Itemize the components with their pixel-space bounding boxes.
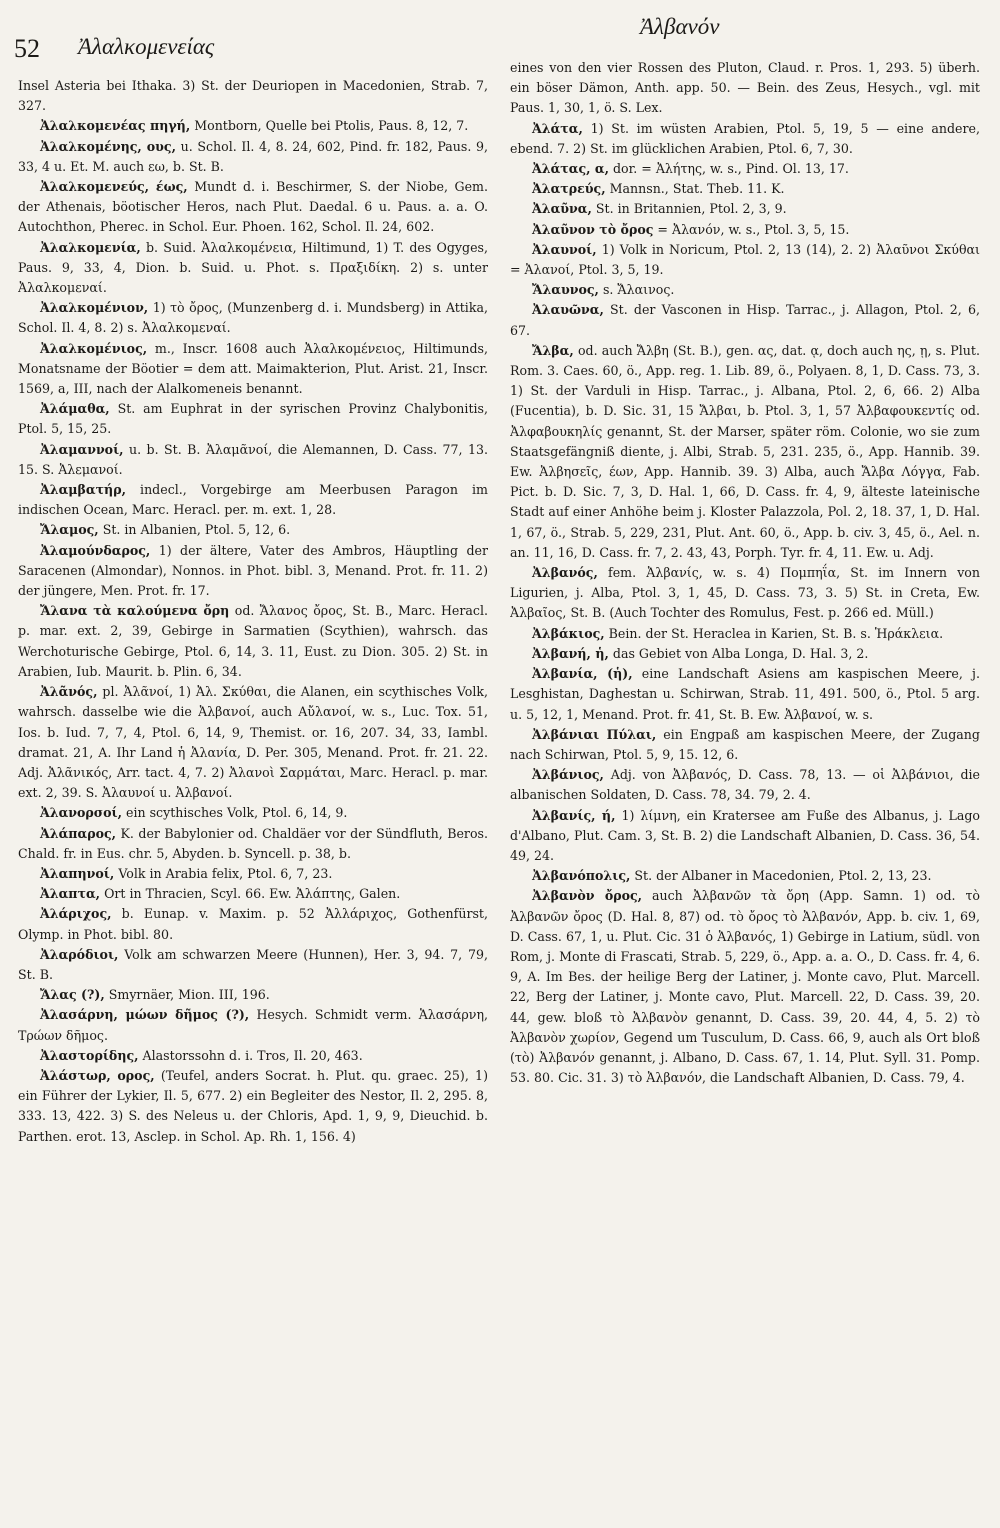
entry-text: dor. = Ἀλήτης, w. s., Pind. Ol. 13, 17.	[613, 161, 849, 177]
entry-headword: Ἄλας (?),	[40, 987, 105, 1003]
dictionary-entry	[18, 116, 488, 136]
entry-text: 1) τὸ ὄρος, (Munzenberg d. i. Mundsberg) in Attika, Schol. Il. 4, 8. 2) s. Ἀλαλκομεναί.	[18, 300, 488, 336]
entry-text: Ort in Thracien, Scyl. 66. Ew. Ἀλάπτης, Galen.	[104, 886, 401, 902]
entry-text: St. der Albaner in Macedonien, Ptol. 2, 13, 23.	[634, 868, 932, 884]
entry-headword: Ἀλάτα,	[532, 120, 583, 136]
page-number: 52	[14, 34, 40, 63]
dictionary-entry	[510, 725, 980, 765]
entry-text: pl. Ἀλᾶνοί, 1) Ἀλ. Σκύθαι, die Alanen, ein scythisches Volk, wahrsch. dasselbe wie die Ἀλβανοί, auch Αὔλανοί, w. s., Luc. Tox. 51, Ios. b. Iud. 7, 7, 4, Ptol. 6, 14, 9, Themist. or. 16, 207. 34, 33, Iambl. dramat. 21, A. Ihr Land ἡ Ἀλανία, D. Per. 305, Menand. Prot. fr. 21. 22. Adj. Ἀλᾶνικός, Arr. tact. 4, 7. 2) Ἀλανοὶ Σαρμάται, Marc. Heracl. p. mar. ext. 2, 39. S. Ἀλαυνοί u. Ἀλβανοί.	[18, 684, 488, 801]
entry-headword: Ἀλαῦνον τὸ ὄρος	[532, 221, 654, 237]
dictionary-entry	[18, 1005, 488, 1045]
dictionary-entry	[18, 177, 488, 238]
entry-text: St. am Euphrat in der syrischen Provinz Chalybonitis, Ptol. 5, 15, 25.	[18, 401, 488, 437]
entry-headword: Ἀλβανός,	[532, 565, 598, 581]
entry-text: od. Ἄλανος ὄρος, St. B., Marc. Heracl. p. mar. ext. 2, 39, Gebirge in Sarmatien (Scythien), wahrsch. das Werchoturische Gebirge, Ptol. 6, 14, 3. 11, Eust. zu Dion. 305. 2) St. in Arabien, Iub. Maurit. b. Plin. 6, 34.	[18, 603, 488, 679]
entry-text: Volk in Arabia felix, Ptol. 6, 7, 23.	[118, 865, 333, 881]
entry-text: das Gebiet von Alba Longa, D. Hal. 3, 2.	[612, 645, 869, 661]
dictionary-entry	[18, 76, 488, 116]
entry-text: Hesych. Schmidt verm. Ἁλασάρνη, Τρώων δῆμος.	[18, 1007, 488, 1043]
entry-headword: Ἀλαλκομενέας πηγή,	[40, 118, 191, 134]
dictionary-entry	[18, 339, 488, 400]
entry-text: Insel Asteria bei Ithaka. 3) St. der Deuriopen in Macedonien, Strab. 7, 327.	[18, 78, 488, 114]
entry-headword: Ἄλβα,	[532, 342, 574, 358]
dictionary-entry	[18, 480, 488, 520]
entry-headword: Ἀλαλκομένιον,	[40, 300, 149, 316]
entry-headword: Ἀλβανή, ἡ,	[532, 645, 609, 661]
dictionary-entry	[510, 886, 980, 1088]
entry-headword: Ἄλαυνος,	[532, 282, 599, 298]
entry-text: St. der Vasconen in Hisp. Tarrac., j. Allagon, Ptol. 2, 6, 67.	[510, 302, 980, 338]
dictionary-entry	[510, 199, 980, 219]
entry-text: indecl., Vorgebirge am Meerbusen Paragon im indischen Ocean, Marc. Heracl. per. m. ext. 1, 28.	[18, 482, 488, 518]
dictionary-entry	[510, 58, 980, 119]
entry-text: m., Inscr. 1608 auch Ἀλαλκομένειος, Hiltimunds, Monatsname der Böotier = dem att. Maimakterion, Plut. Arist. 21, Inscr. 1569, a, III, nach der Alalkomeneis benannt.	[18, 340, 488, 397]
entry-text: Alastorssohn d. i. Tros, Il. 20, 463.	[142, 1047, 363, 1063]
entry-text: b. Suid. Ἀλαλκομένεια, Hiltimund, 1) T. des Ogyges, Paus. 9, 33, 4, Dion. b. Suid. u. Phot. s. Πραξιδίκη. 2) s. unter Ἀλαλκομεναί.	[18, 239, 488, 296]
entry-headword: Ἀλαλκομενία,	[40, 239, 141, 255]
entry-headword: Ἀλάπαρος,	[40, 825, 117, 841]
entry-text: Smyrnäer, Mion. III, 196.	[108, 987, 270, 1003]
entry-text: Adj. von Ἀλβανός, D. Cass. 78, 13. — οἱ Ἀλβάνιοι, die albanischen Soldaten, D. Cass. 78, 34. 79, 2. 4.	[510, 767, 980, 803]
dictionary-entry	[18, 1066, 488, 1147]
dictionary-entry	[18, 945, 488, 985]
entry-text: 1) der ältere, Vater des Ambros, Häuptling der Saracenen (Almondar), Nonnos. in Phot. bibl. 3, Menand. Prot. fr. 11. 2) der jüngere, Men. Prot. fr. 17.	[18, 542, 488, 599]
dictionary-entry	[18, 985, 488, 1005]
entry-headword: Ἀλᾶνός,	[40, 684, 98, 700]
dictionary-entry	[18, 440, 488, 480]
dictionary-entry	[510, 806, 980, 867]
entry-text: Bein. der St. Heraclea in Karien, St. B. s. Ἡράκλεια.	[608, 625, 944, 641]
entry-text: u. Schol. Il. 4, 8. 24, 602, Pind. fr. 182, Paus. 9, 33, 4 u. Et. M. auch εω, b. St. B.	[18, 138, 488, 174]
entry-text: fem. Ἀλβανίς, w. s. 4) Πομπηΐα, St. im Innern von Ligurien, j. Alba, Ptol. 3, 1, 45, D. Cass. 73, 3. 5) St. in Creta, Ew. Ἀλβαῖος, St. B. (Auch Tochter des Romulus, Fest. p. 266 ed. Müll.)	[510, 565, 980, 621]
entry-text: b. Eunap. v. Maxim. p. 52 Ἀλλάριχος, Gothenfürst, Olymp. in Phot. bibl. 80.	[18, 906, 488, 942]
dictionary-entry	[18, 520, 488, 540]
dictionary-entry	[18, 137, 488, 177]
dictionary-entry	[18, 884, 488, 904]
dictionary-entry	[18, 399, 488, 439]
dictionary-entry	[510, 300, 980, 340]
entry-text: eines von den vier Rossen des Pluton, Claud. r. Pros. 1, 293. 5) überh. ein böser Dämon, Anth. app. 50. — Bein. des Zeus, Hesych., vgl. mit Paus. 1, 30, 1, ö. S. Lex.	[510, 60, 980, 116]
dictionary-entry	[510, 664, 980, 725]
dictionary-entry	[18, 541, 488, 602]
entry-text: Montborn, Quelle bei Ptolis, Paus. 8, 12, 7.	[194, 118, 469, 134]
right-running-head: Ἀλβανόν	[640, 14, 720, 39]
dictionary-entry	[510, 624, 980, 644]
dictionary-entry	[18, 904, 488, 944]
entry-headword: Ἀλαπτα,	[40, 886, 101, 902]
dictionary-entry	[510, 765, 980, 805]
entry-text: s. Ἄλαινος.	[602, 282, 675, 298]
entry-text: St. in Albanien, Ptol. 5, 12, 6.	[102, 522, 291, 538]
entry-text: ein Engpaß am kaspischen Meere, der Zugang nach Schirwan, Ptol. 5, 9, 15. 12, 6.	[510, 726, 980, 762]
entry-headword: Ἀλασάρνη, μώων δῆμος (?),	[40, 1007, 250, 1023]
entry-text: Volk am schwarzen Meere (Hunnen), Her. 3, 94. 7, 79, St. B.	[18, 946, 488, 982]
entry-headword: Ἀλαρόδιοι,	[40, 946, 119, 962]
entry-headword: Ἀλάτας, α,	[532, 161, 609, 177]
entry-text: u. b. St. B. Ἀλαμᾶνοί, die Alemannen, D. Cass. 77, 13. 15. S. Ἀλεμανοί.	[18, 441, 488, 477]
dictionary-entry	[18, 601, 488, 682]
dictionary-entry	[18, 803, 488, 823]
entry-text: 1) Volk in Noricum, Ptol. 2, 13 (14), 2. 2) Ἀλαῦνοι Σκύθαι = Ἀλανοί, Ptol. 3, 5, 19.	[510, 241, 980, 278]
dictionary-entry	[510, 280, 980, 300]
dictionary-entry	[510, 220, 980, 240]
entry-text: eine Landschaft Asiens am kaspischen Meere, j. Lesghistan, Daghestan u. Schirwan, Strab. 11, 491. 500, ö., Ptol. 5 arg. u. 5, 12, 1, Menand. Prot. fr. 41, St. B. Ew. Ἀλβανοί, w. s.	[510, 666, 980, 722]
entry-headword: Ἀλαλκομένης, ους,	[40, 138, 176, 154]
entry-headword: Ἀλάμαθα,	[40, 401, 110, 417]
dictionary-entry	[510, 341, 980, 563]
dictionary-entry	[18, 682, 488, 803]
entry-text: auch Ἀλβανῶν τὰ ὄρη (App. Samn. 1) od. τὸ Ἀλβανῶν ὄρος (D. Hal. 8, 87) od. τὸ ὄρος τὸ Ἀλβανόν, App. b. civ. 1, 69, D. Cass. 67, 1, u. Plut. Cic. 31 ὁ Ἀλβανός, 1) Gebirge in Latium, südl. von Rom, j. Monte di Frascati, Strab. 5, 229, ö., App. a. a. O., D. Cass. fr. 4, 6. 9, A. Im Bes. der heilige Berg der Latiner, j. Monte cavo, Plut. Marcell. 22, Berg der Latiner, j. Monte cavo, Plut. Marcell. 22, D. Cass. 39, 20. 44, gew. bloß τὸ Ἀλβανὸν genannt, D. Cass. 39, 20. 44, 4, 5. 2) τὸ Ἀλβανὸν χωρίον, Gegend um Tusculum, D. Cass. 66, 9, auch als Ort bloß (τὸ) Ἀλβανόν genannt, j. Albano, D. Cass. 67, 1. 14, Plut. Syll. 31. Pomp. 53. 80. Cic. 31. 3) τὸ Ἀλβανόν, die Landschaft Albanien, D. Cass. 79, 4.	[510, 888, 980, 1086]
entry-headword: Ἄλανα τὰ καλούμενα ὄρη	[40, 603, 230, 619]
entry-headword: Ἀλαυνοί,	[532, 241, 597, 257]
entry-headword: Ἀλβανίς, ή,	[532, 807, 616, 823]
dictionary-entry	[510, 866, 980, 886]
entry-headword: Ἀλβανόπολις,	[532, 868, 631, 884]
dictionary-entry	[18, 238, 488, 299]
right-column	[510, 58, 980, 1478]
entry-headword: Ἀλαῦνα,	[532, 201, 592, 217]
entry-headword: Ἀλανορσοί,	[40, 805, 122, 821]
entry-headword: Ἀλαλκομένιος,	[40, 340, 148, 356]
entry-headword: Ἀλατρεύς,	[532, 181, 606, 197]
dictionary-entry	[18, 824, 488, 864]
dictionary-entry	[18, 298, 488, 338]
entry-headword: Ἀλαστορίδης,	[40, 1047, 139, 1063]
dictionary-entry	[510, 240, 980, 280]
dictionary-entry	[510, 119, 980, 159]
entry-headword: Ἀλαπηνοί,	[40, 865, 115, 881]
entry-headword: Ἀλαμούνδαρος,	[40, 542, 151, 558]
dictionary-entry	[18, 864, 488, 884]
entry-text: 1) St. im wüsten Arabien, Ptol. 5, 19, 5 — eine andere, ebend. 7. 2) St. im glücklichen Arabien, Ptol. 6, 7, 30.	[510, 120, 980, 156]
entry-text: Mundt d. i. Beschirmer, S. der Niobe, Gem. der Athenais, böotischer Heros, nach Plut. Daedal. 6 u. Paus. a. a. O. Autochthon, Pherec. in Schol. Eur. Phoen. 162, Schol. Il. 24, 602.	[18, 179, 488, 235]
entry-text: (Teufel, anders Socrat. h. Plut. qu. graec. 25), 1) ein Führer der Lykier, Il. 5, 677. 2) ein Begleiter des Nestor, Il. 2, 295. 8, 333. 13, 422. 3) S. des Neleus u. der Chloris, Apd. 1, 9, 9, Dieuchid. b. Parthen. erot. 13, Asclep. in Schol. Ap. Rh. 1, 156. 4)	[18, 1067, 488, 1144]
dictionary-entry	[510, 644, 980, 664]
dictionary-entry	[18, 1046, 488, 1066]
entry-headword: Ἀλαλκομενεύς, έως,	[40, 179, 188, 195]
entry-headword: Ἀλάστωρ, ορος,	[40, 1067, 155, 1083]
entry-text: St. in Britannien, Ptol. 2, 3, 9.	[595, 201, 787, 217]
entry-headword: Ἀλβάκιος,	[532, 625, 605, 641]
dictionary-entry	[510, 563, 980, 624]
dictionary-entry	[510, 159, 980, 179]
entry-text: od. auch Ἄλβη (St. B.), gen. ας, dat. ᾳ, doch auch ης, ῃ, s. Plut. Rom. 3. Caes. 60, ö., App. reg. 1. Lib. 89, ö., Polyaen. 8, 1, D. Cass. 73, 3. 1) St. der Varduli in Hisp. Tarrac., j. Albana, Ptol. 2, 6, 66. 2) Alba (Fucentia), b. D. Sic. 31, 15 Ἄλβαι, b. Ptol. 3, 1, 57 Ἀλβαφουκεντίς od. Ἀλφαβουκηλίς genannt, St. der Marser, später röm. Colonie, wo sie zum Staatsgefängniß diente, j. Albi, Strab. 5, 231. 235, ö., App. Hannib. 39. Ew. Ἀλβησεῖς, έων, App. Hannib. 39. 3) Alba, auch Ἄλβα Λόγγα, Fab. Pict. b. D. Sic. 7, 3, D. Hal. 1, 66, D. Cass. fr. 4, 9, älteste lateinische Stadt auf einer Anhöhe beim j. Kloster Palazzola, Pol. 2, 18. 37, 1, D. Hal. 1, 67, ö., Strab. 5, 229, 231, Plut. Ant. 60, ö., App. b. civ. 3, 45, ö., Ael. n. an. 11, 16, D. Cass. fr. 7, 2. 43, 43, Porph. Tyr. fr. 4, 11. Ew. u. Adj.	[510, 342, 980, 560]
entry-headword: Ἀλβάνιαι Πύλαι,	[532, 726, 657, 742]
entry-headword: Ἀλβανία, (ἡ),	[532, 666, 633, 682]
entry-text: K. der Babylonier od. Chaldäer vor der Sündfluth, Beros. Chald. fr. in Eus. chr. 5, Abyden. b. Syncell. p. 38, b.	[18, 825, 488, 861]
left-column	[18, 76, 488, 1518]
entry-headword: Ἀλαμαννοί,	[40, 441, 124, 457]
entry-text: ein scythisches Volk, Ptol. 6, 14, 9.	[126, 805, 348, 821]
left-running-head: Ἀλαλκομενείας	[78, 34, 215, 59]
entry-headword: Ἀλάριχος,	[40, 906, 112, 922]
entry-headword: Ἄλαμος,	[40, 522, 99, 538]
entry-text: Mannsn., Stat. Theb. 11. K.	[609, 181, 785, 197]
entry-headword: Ἀλβανὸν ὄρος,	[532, 888, 643, 904]
entry-headword: Ἀλαμβατήρ,	[40, 482, 126, 498]
entry-text: 1) λίμνη, ein Kratersee am Fuße des Albanus, j. Lago d'Albano, Plut. Cam. 3, St. B. 2) die Landschaft Albanien, D. Cass. 36, 54. 49, 24.	[510, 807, 980, 863]
entry-headword: Ἀλβάνιος,	[532, 767, 604, 783]
dictionary-entry	[510, 179, 980, 199]
entry-text: = Ἀλανόν, w. s., Ptol. 3, 5, 15.	[657, 221, 850, 237]
entry-headword: Ἀλαυῶνα,	[532, 302, 604, 318]
